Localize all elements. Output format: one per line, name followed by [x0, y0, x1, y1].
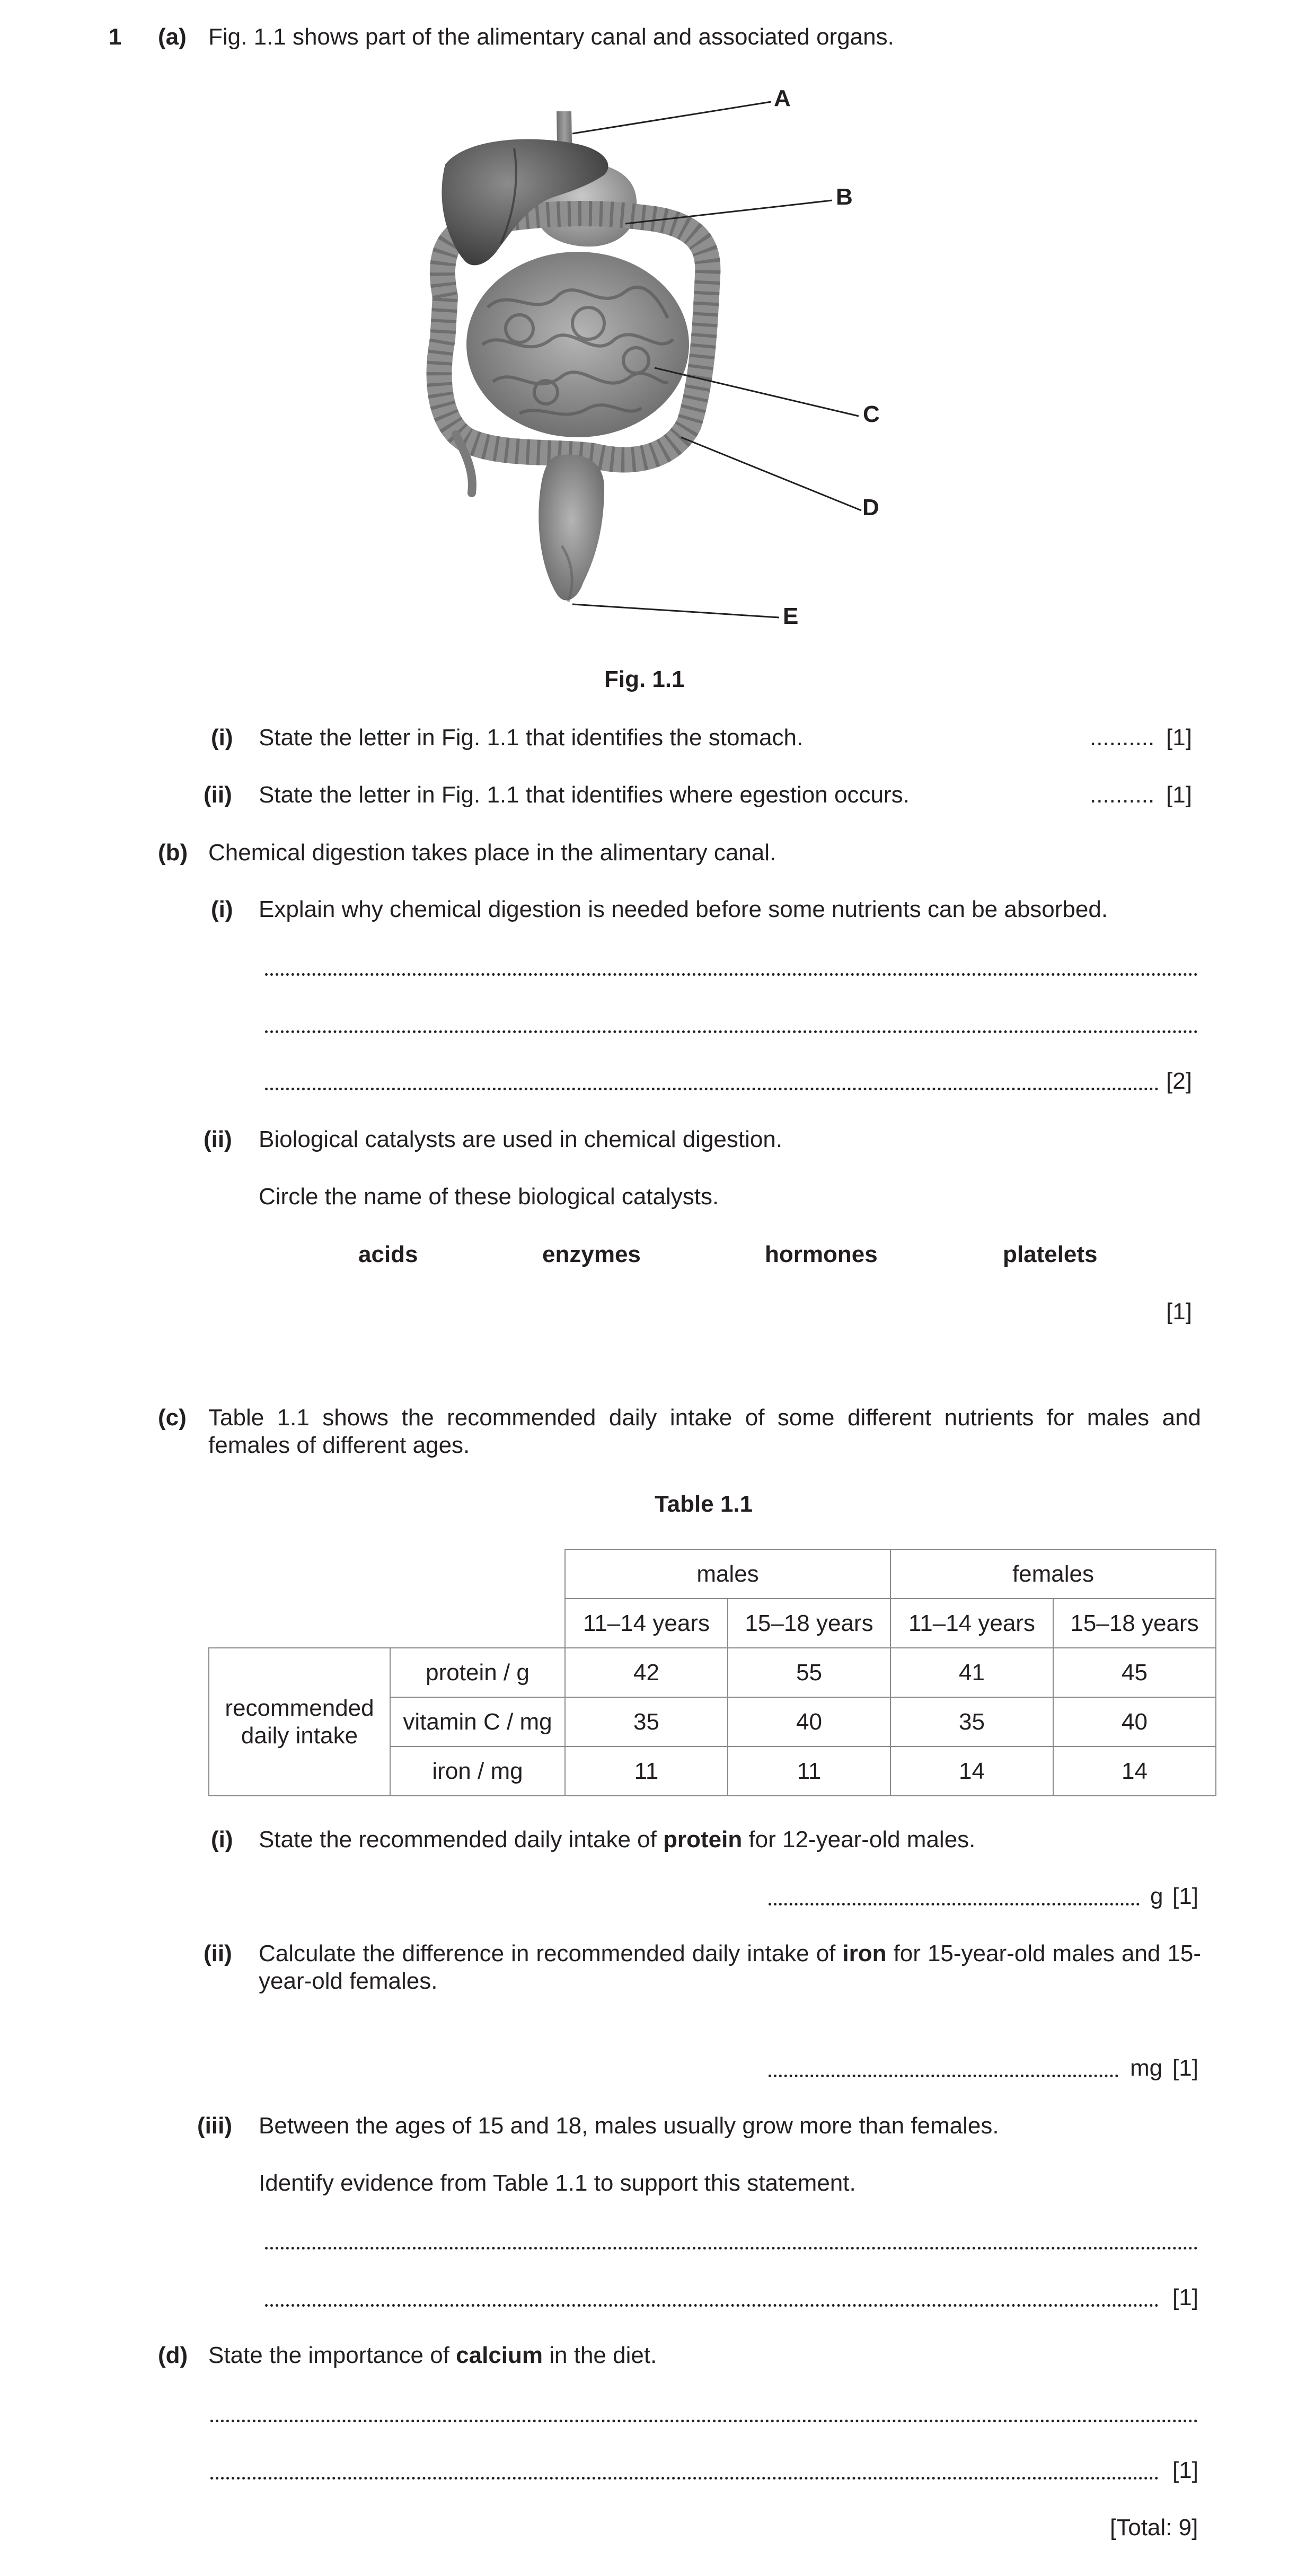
- part-d-answer-line-2[interactable]: [210, 2477, 1159, 2480]
- part-c-intro: Table 1.1 shows the recommended daily intake of some different nutrients for males and females of different ages.: [208, 1405, 1201, 1458]
- digestive-system-figure: [413, 85, 943, 631]
- part-b-i-answer-line-2[interactable]: [265, 1030, 1198, 1033]
- header-males-15-18: 15–18 years: [728, 1599, 890, 1648]
- part-c-i-unit: g: [1150, 1883, 1163, 1909]
- part-a-i-marks: [1]: [1166, 725, 1192, 751]
- table-cell: 14: [890, 1746, 1053, 1796]
- part-a-ii-text: State the letter in Fig. 1.1 that identifies where egestion occurs.: [259, 782, 910, 808]
- part-c-ii-unit: mg: [1130, 2055, 1163, 2081]
- nutrient-iron: iron / mg: [390, 1746, 565, 1796]
- part-c-iii-instruction: Identify evidence from Table 1.1 to support this statement.: [259, 2170, 856, 2196]
- part-d-label: (d): [158, 2342, 188, 2368]
- part-c-iii-label: (iii): [197, 2113, 232, 2139]
- part-d-text: State the importance of calcium in the diet.: [208, 2342, 657, 2368]
- part-c-i-label: (i): [211, 1827, 233, 1852]
- part-c-iii-answer-line-1[interactable]: [265, 2247, 1198, 2249]
- part-c-i-marks: [1]: [1172, 1883, 1198, 1909]
- part-c-i-answer-line[interactable]: [769, 1903, 1140, 1905]
- part-c-ii-label: (ii): [204, 1940, 232, 1966]
- part-b-intro: Chemical digestion takes place in the alimentary canal.: [208, 840, 776, 866]
- part-a-ii-answer-line[interactable]: ..........: [1090, 782, 1155, 808]
- table-cell: 40: [1053, 1697, 1216, 1746]
- table-cell: 42: [565, 1648, 728, 1697]
- question-number: 1: [109, 24, 122, 50]
- header-females: females: [890, 1549, 1216, 1599]
- part-c-ii-marks: [1]: [1172, 2055, 1198, 2081]
- part-c-iii-text: Between the ages of 15 and 18, males usually grow more than females.: [259, 2113, 999, 2139]
- part-b-ii-label: (ii): [204, 1126, 232, 1152]
- table-cell: 45: [1053, 1648, 1216, 1697]
- part-b-ii-instruction: Circle the name of these biological catalysts.: [259, 1184, 719, 1210]
- table-blank-corner: [209, 1549, 565, 1599]
- part-b-i-answer-line-3[interactable]: [265, 1088, 1159, 1090]
- part-c-ii-text: Calculate the difference in recommended daily intake of iron for 15-year-old males and 15-year-old females.: [259, 1940, 1201, 1994]
- table-caption: Table 1.1: [655, 1491, 753, 1517]
- part-a-i-label: (i): [211, 725, 233, 751]
- question-total: [Total: 9]: [1110, 2515, 1198, 2540]
- part-c-iii-marks: [1]: [1172, 2284, 1198, 2310]
- part-a-ii-label: (ii): [204, 782, 232, 808]
- part-a-intro: Fig. 1.1 shows part of the alimentary canal and associated organs.: [208, 24, 894, 50]
- option-enzymes[interactable]: enzymes: [542, 1241, 641, 1267]
- table-cell: 40: [728, 1697, 890, 1746]
- part-a-i-text: State the letter in Fig. 1.1 that identifies the stomach.: [259, 725, 804, 751]
- figure-label-b: B: [836, 184, 853, 210]
- part-c-ii-answer-line[interactable]: [769, 2075, 1118, 2077]
- table-cell: 11: [565, 1746, 728, 1796]
- figure-label-e: E: [783, 603, 799, 629]
- figure-label-d: D: [862, 495, 879, 521]
- figure-caption: Fig. 1.1: [604, 666, 685, 692]
- header-males: males: [565, 1549, 890, 1599]
- part-b-i-label: (i): [211, 896, 233, 922]
- table-cell: 35: [565, 1697, 728, 1746]
- header-females-15-18: 15–18 years: [1053, 1599, 1216, 1648]
- nutrient-vitamin-c: vitamin C / mg: [390, 1697, 565, 1746]
- option-platelets[interactable]: platelets: [1003, 1241, 1098, 1267]
- option-acids[interactable]: acids: [358, 1241, 418, 1267]
- part-a-i-answer-line[interactable]: ..........: [1090, 725, 1155, 751]
- table-cell: 35: [890, 1697, 1053, 1746]
- figure-label-a: A: [774, 85, 791, 111]
- table-cell: 11: [728, 1746, 890, 1796]
- option-hormones[interactable]: hormones: [765, 1241, 878, 1267]
- row-header-recommended-daily-intake: recommended daily intake: [209, 1648, 390, 1796]
- part-b-i-text: Explain why chemical digestion is needed before some nutrients can be absorbed.: [259, 896, 1108, 922]
- figure-label-c: C: [863, 401, 880, 427]
- header-males-11-14: 11–14 years: [565, 1599, 728, 1648]
- small-intestine-shape: [466, 252, 689, 437]
- part-a-label: (a): [158, 24, 187, 50]
- part-c-label: (c): [158, 1405, 187, 1431]
- part-c-iii-answer-line-2[interactable]: [265, 2304, 1159, 2307]
- nutrient-protein: protein / g: [390, 1648, 565, 1697]
- nutrient-intake-table: [208, 1549, 1216, 1796]
- part-c-i-text: State the recommended daily intake of protein for 12-year-old males.: [259, 1827, 976, 1852]
- part-a-ii-marks: [1]: [1166, 782, 1192, 808]
- part-d-answer-line-1[interactable]: [210, 2420, 1198, 2422]
- part-b-label: (b): [158, 840, 188, 866]
- table-cell: 55: [728, 1648, 890, 1697]
- table-cell: 14: [1053, 1746, 1216, 1796]
- header-females-11-14: 11–14 years: [890, 1599, 1053, 1648]
- part-b-ii-text: Biological catalysts are used in chemical digestion.: [259, 1126, 783, 1152]
- part-b-i-marks: [2]: [1166, 1068, 1192, 1094]
- part-b-ii-marks: [1]: [1166, 1299, 1192, 1325]
- part-d-marks: [1]: [1172, 2457, 1198, 2483]
- part-b-i-answer-line-1[interactable]: [265, 973, 1198, 976]
- table-cell: 41: [890, 1648, 1053, 1697]
